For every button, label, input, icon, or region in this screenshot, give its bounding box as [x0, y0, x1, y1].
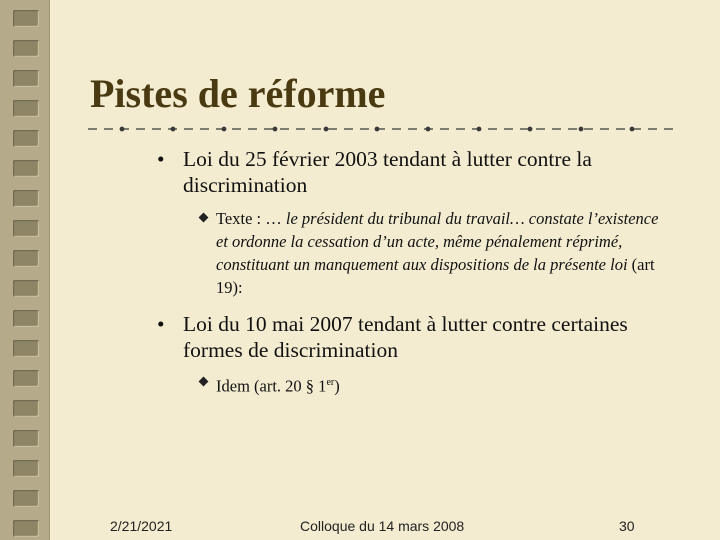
- sub-prefix: Texte : …: [216, 209, 286, 228]
- diamond-bullet-icon: [199, 377, 209, 387]
- title-divider: [88, 122, 680, 136]
- article-ref: (art 19):: [216, 255, 655, 297]
- quoted-law-text: le président du tribunal du travail… constate l’existence et ordonne la cessation d’un acte, même pénalement réprimé, constituant un manquement aux dispositions de la présente loi: [216, 209, 659, 274]
- film-hole: [13, 220, 39, 237]
- film-hole: [13, 10, 39, 27]
- film-hole: [13, 340, 39, 357]
- sub-bullet-text: [216, 371, 671, 398]
- film-hole: [13, 40, 39, 57]
- film-hole: [13, 280, 39, 297]
- diamond-bullet-icon: [199, 213, 209, 223]
- page-number: 30: [619, 518, 635, 534]
- film-hole: [13, 160, 39, 177]
- superscript: er: [326, 377, 335, 388]
- footer-date: 2/21/2021: [110, 518, 173, 534]
- film-hole: [13, 490, 39, 507]
- film-hole: [13, 100, 39, 117]
- bullet-dot: •: [157, 147, 165, 171]
- film-strip: [0, 0, 50, 540]
- film-hole: [13, 190, 39, 207]
- sub-bullet-text: [216, 207, 671, 299]
- film-hole: [13, 430, 39, 447]
- film-hole: [13, 310, 39, 327]
- film-hole: [13, 250, 39, 267]
- bullet-text: Loi du 10 mai 2007 tendant à lutter contre certaines formes de discrimination: [183, 312, 628, 362]
- film-hole: [13, 400, 39, 417]
- film-hole: [13, 460, 39, 477]
- bullet-dot: •: [157, 312, 165, 336]
- bullet-text: Loi du 25 février 2003 tendant à lutter contre la discrimination: [183, 147, 592, 197]
- film-hole: [13, 370, 39, 387]
- film-hole: [13, 520, 39, 537]
- slide-title: Pistes de réforme: [90, 71, 386, 116]
- sub-prefix: Idem (art. 20 § 1: [216, 376, 327, 396]
- film-hole: [13, 130, 39, 147]
- sub-suffix: ): [334, 376, 340, 396]
- film-hole: [13, 70, 39, 87]
- footer-title: Colloque du 14 mars 2008: [300, 518, 465, 534]
